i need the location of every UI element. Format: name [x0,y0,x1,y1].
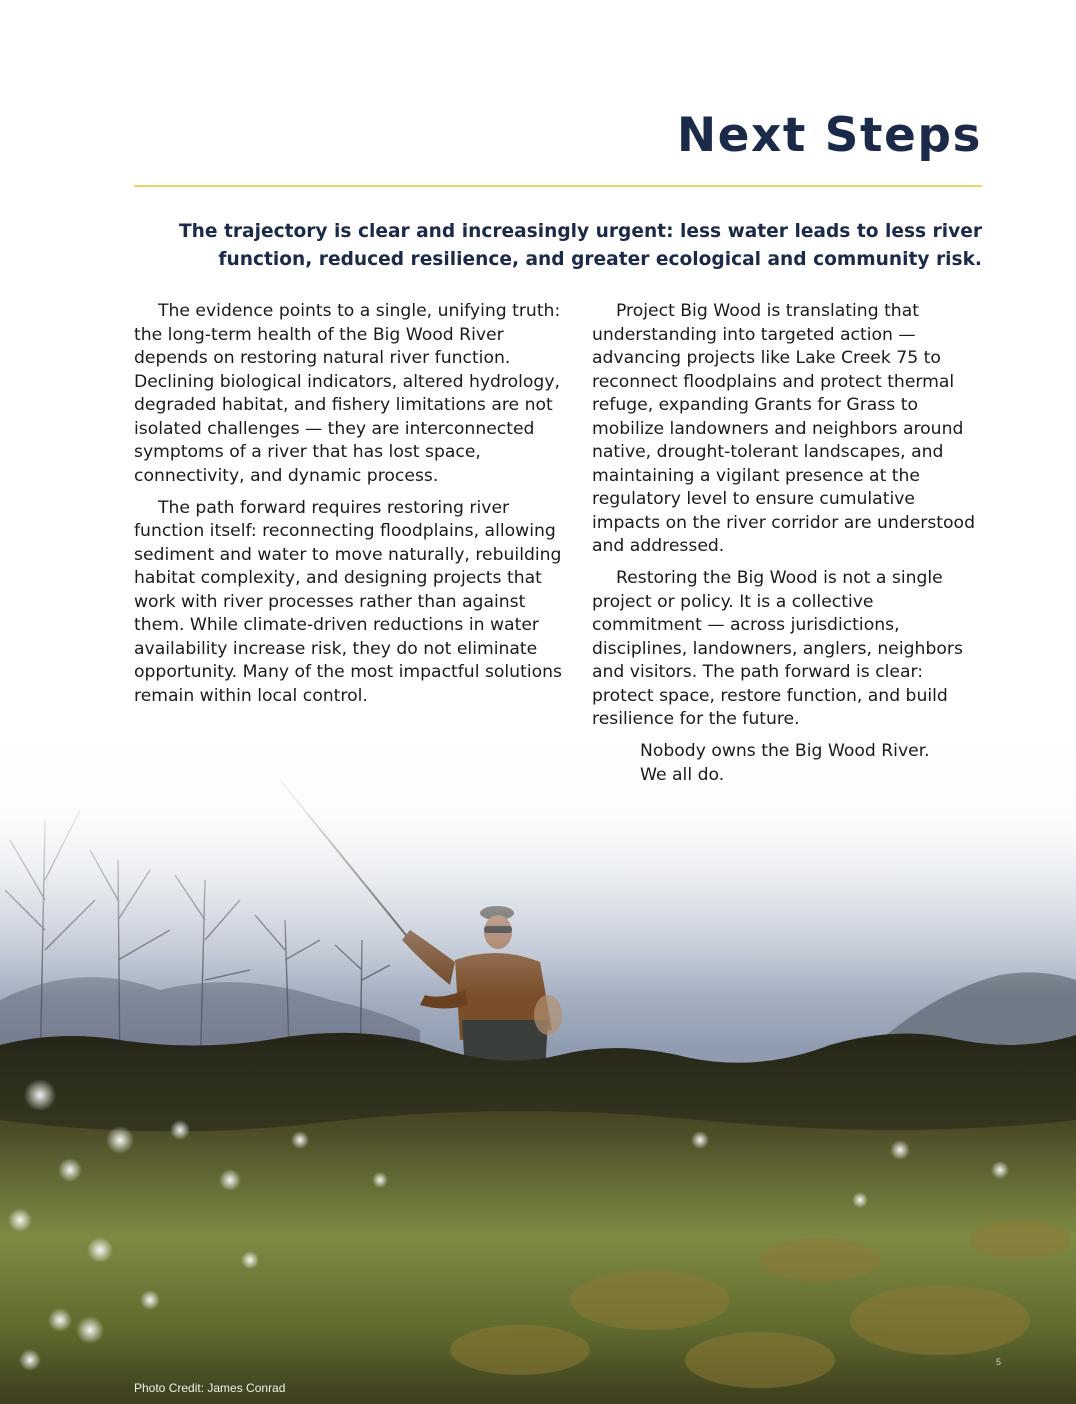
lead-paragraph: The trajectory is clear and increasingly urgent: less water leads to less river function, reduced resilience, and greater ecological and community risk. [178,221,982,270]
left-column [134,300,562,717]
closing-line: We all do. [640,764,725,785]
title-divider [134,185,982,187]
right-column [592,300,984,796]
photo-credit: Photo Credit: James Conrad [134,1381,286,1395]
body-paragraph: The evidence points to a single, unifying truth: the long-term health of the Big Wood River depends on restoring natural river function. Declining biological indicators, altered hydrology, degraded habitat, and fishery limitations are not isolated challenges — they are interconnected symptoms of a river that has lost space, connectivity, and dynamic process. [134,301,561,486]
hero-photo [0,700,1076,1404]
page-number: 5 [995,1357,1001,1367]
closing-statement [592,740,984,787]
body-paragraph: Restoring the Big Wood is not a single project or policy. It is a collective commitment — across jurisdictions, disciplines, landowners, anglers, neighbors and visitors. The path forward is clear: protect space, restore function, and build resilience for the future. [592,568,963,729]
body-paragraph: Project Big Wood is translating that understanding into targeted action — advancing projects like Lake Creek 75 to reconnect floodplains and protect thermal refuge, expanding Grants for Grass to mobilize landowners and neighbors around native, drought-tolerant landscapes, and maintaining a vigilant presence at the regulatory level to ensure cumulative impacts on the river corridor are understood and addressed. [592,301,975,556]
closing-line: Nobody owns the Big Wood River. [640,741,930,761]
page-title: Next Steps [676,108,982,163]
body-paragraph: The path forward requires restoring river function itself: reconnecting floodplains, allowing sediment and water to move naturally, rebuilding habitat complexity, and designing projects that work with river processes rather than against them. While climate-driven reductions in water availability increase risk, they do not eliminate opportunity. Many of the most impactful solutions remain within local control. [134,497,562,706]
